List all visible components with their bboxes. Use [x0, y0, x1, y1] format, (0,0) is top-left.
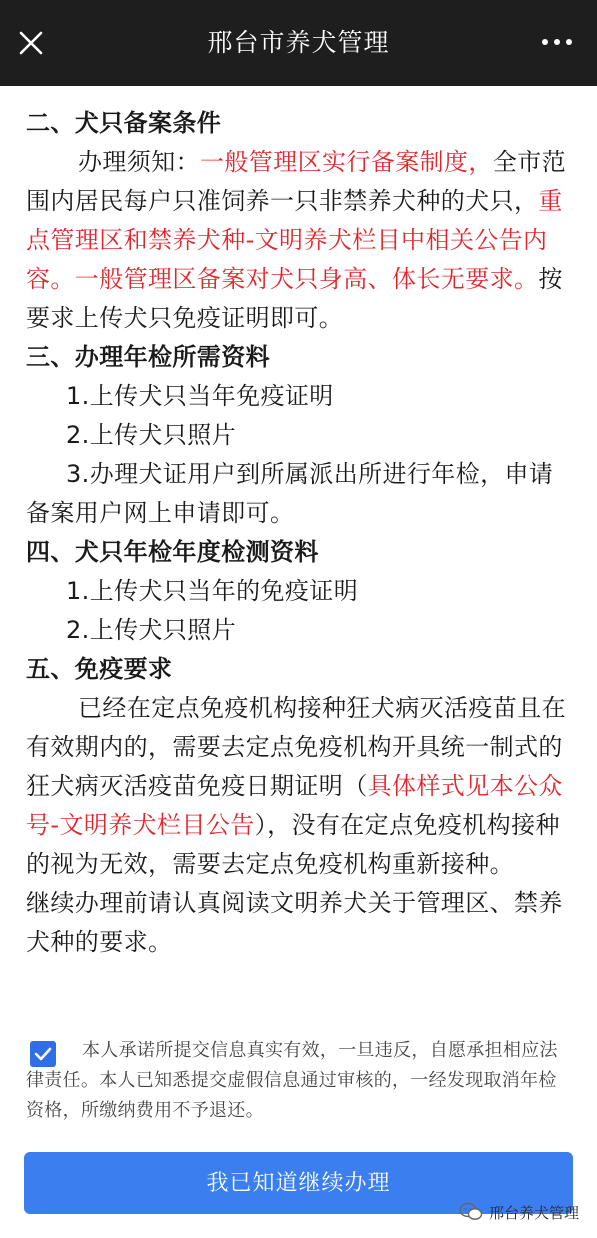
body-text: 全市范围内居民每户只准饲养一只非禁养犬种的犬只，: [26, 148, 567, 215]
checkmark-icon: [30, 1041, 56, 1067]
list-item: 2.上传犬只照片: [66, 421, 237, 449]
wechat-icon: [459, 1202, 483, 1222]
list-item: 3.办理犬证用户到所属派出所进行年检，申请备案用户网上申请即可。: [26, 460, 554, 527]
watermark-text: 邢台养犬管理: [488, 1203, 579, 1222]
list-item: 1.上传犬只当年免疫证明: [66, 382, 334, 410]
notice-content: [26, 104, 576, 962]
page-title: 邢台市养犬管理: [207, 28, 390, 57]
watermark: [459, 1198, 579, 1226]
continue-button[interactable]: 我已知道继续办理: [24, 1152, 573, 1214]
section-2-paragraph: [26, 143, 576, 338]
highlight-text: 具体样式见本公众号-文明养犬栏目公告: [26, 772, 563, 839]
section-5-paragraph: [26, 689, 576, 884]
highlight-text: 重点管理区和禁养犬种-文明养犬栏目中相关公告内容。一般管理区备案对犬只身高、体长无要求。: [26, 187, 563, 293]
body-text: 已经在定点免疫机构接种狂犬病灭活疫苗且在有效期内的，需要去定点免疫机构开具统一制式的狂犬病灭活疫苗免疫日期证明（: [26, 694, 566, 800]
section-3-heading: 三、办理年检所需资料: [26, 343, 270, 371]
list-item: 1.上传犬只当年的免疫证明: [66, 577, 359, 605]
section-5-heading: 五、免疫要求: [26, 655, 173, 683]
section-2-heading: 二、犬只备案条件: [26, 109, 222, 137]
list-item: 2.上传犬只照片: [66, 616, 237, 644]
body-text: 按要求上传犬只免疫证明即可。: [26, 265, 563, 332]
more-dots-icon[interactable]: [539, 30, 575, 54]
agreement-block: [26, 1036, 574, 1126]
highlight-text: 一般管理区实行备案制度，: [200, 148, 493, 176]
section-4-heading: 四、犬只年检年度检测资料: [26, 538, 319, 566]
top-bar: [0, 0, 597, 86]
agreement-text: 本人承诺所提交信息真实有效，一旦违反，自愿承担相应法律责任。本人已知悉提交虚假信息通过审核的，一经发现取消年检资格，所缴纳费用不予退还。: [26, 1040, 558, 1121]
reading-note: 继续办理前请认真阅读文明养犬关于管理区、禁养犬种的要求。: [26, 889, 563, 956]
body-text: ），没有在定点免疫机构接种的视为无效，需要去定点免疫机构重新接种。: [26, 811, 560, 878]
notice-label: 办理须知：: [78, 148, 200, 176]
agreement-checkbox[interactable]: [30, 1041, 56, 1067]
